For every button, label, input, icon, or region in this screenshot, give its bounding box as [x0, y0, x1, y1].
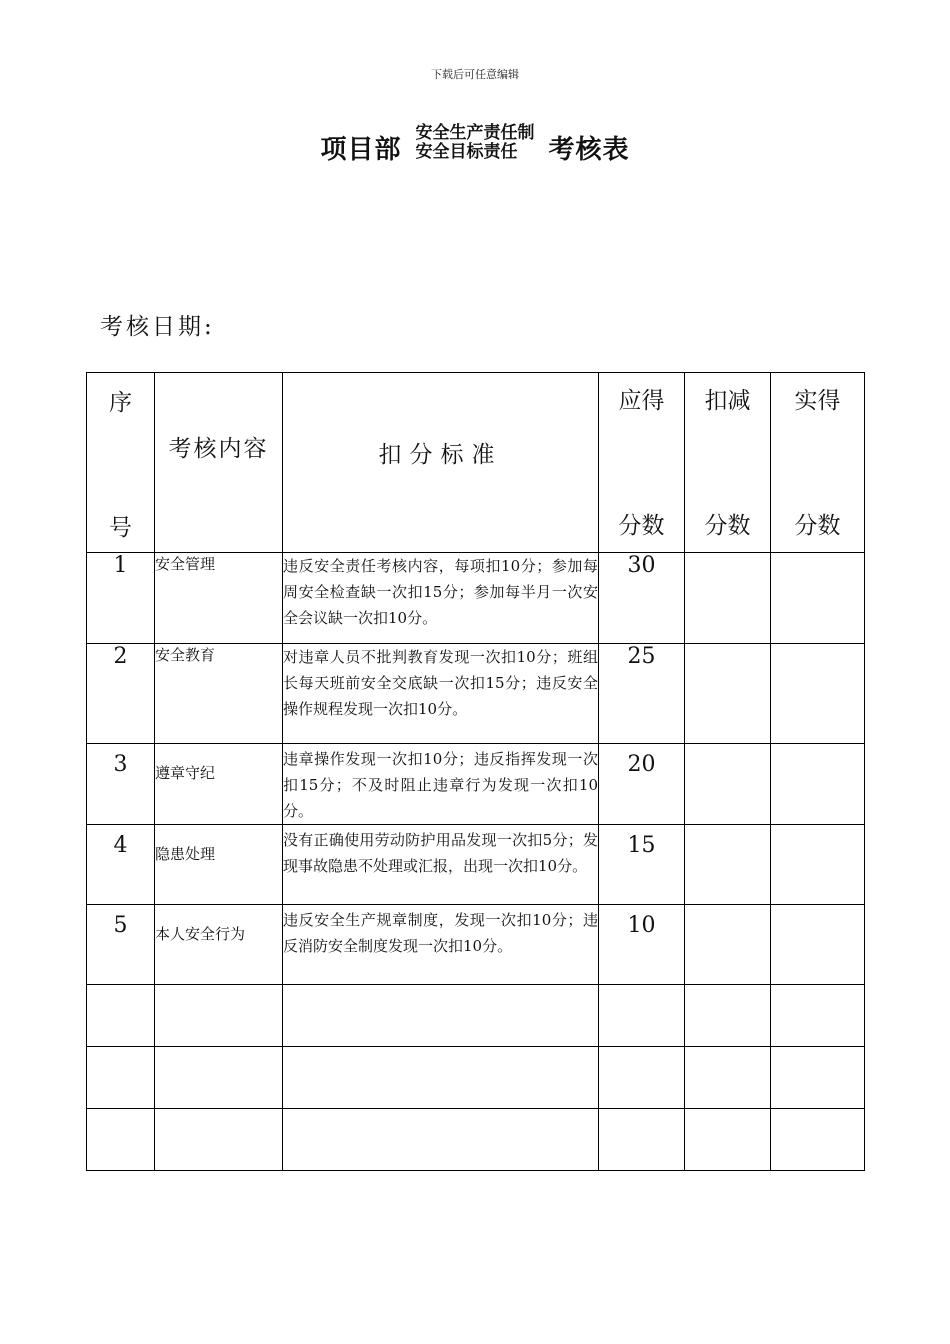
header-seq — [87, 373, 155, 553]
row-item: 安全管理 — [155, 553, 283, 644]
row-item: 隐患处理 — [155, 825, 283, 905]
row-deduct-cell[interactable] — [685, 1047, 771, 1109]
row-criteria — [283, 1047, 599, 1109]
row-due-score — [599, 1109, 685, 1171]
row-deduct-cell[interactable] — [685, 553, 771, 644]
row-deduct-cell[interactable] — [685, 985, 771, 1047]
row-actual-cell[interactable] — [771, 1047, 865, 1109]
table-row — [87, 553, 865, 644]
page-title — [0, 123, 950, 166]
header-seq-top: 序 — [109, 390, 132, 416]
row-number — [87, 1047, 155, 1109]
row-actual-cell[interactable] — [771, 905, 865, 985]
row-actual-cell[interactable] — [771, 825, 865, 905]
row-deduct-cell[interactable] — [685, 825, 771, 905]
row-deduct-cell[interactable] — [685, 744, 771, 825]
header-actual-top: 实得 — [794, 388, 841, 414]
row-actual-cell[interactable] — [771, 985, 865, 1047]
row-number — [87, 985, 155, 1047]
header-due-top: 应得 — [618, 388, 665, 414]
row-criteria: 没有正确使用劳动防护用品发现一次扣5分；发现事故隐患不处理或汇报，出现一次扣10分。 — [283, 825, 599, 905]
header-criteria-label: 扣分标准 — [378, 442, 503, 468]
row-due-score — [599, 985, 685, 1047]
row-actual-cell[interactable] — [771, 1109, 865, 1171]
row-number: 2 — [87, 644, 155, 744]
table-row — [87, 825, 865, 905]
table-row — [87, 985, 865, 1047]
header-due-bottom: 分数 — [618, 513, 665, 539]
row-due-score — [599, 1047, 685, 1109]
header-actual-score — [771, 373, 865, 553]
row-criteria: 违反安全生产规章制度，发现一次扣10分；违反消防安全制度发现一次扣10分。 — [283, 905, 599, 985]
row-deduct-cell[interactable] — [685, 644, 771, 744]
table-header-row — [87, 373, 865, 553]
row-due-score: 15 — [599, 825, 685, 905]
row-deduct-cell[interactable] — [685, 905, 771, 985]
row-item — [155, 1047, 283, 1109]
row-due-score: 25 — [599, 644, 685, 744]
row-number: 4 — [87, 825, 155, 905]
table-row — [87, 744, 865, 825]
row-criteria: 违反安全责任考核内容，每项扣10分；参加每周安全检查缺一次扣15分；参加每半月一次安全会议缺一次扣10分。 — [283, 553, 599, 644]
row-actual-cell[interactable] — [771, 644, 865, 744]
title-left: 项目部 — [320, 134, 402, 165]
title-middle-top: 安全生产责任制 — [415, 123, 535, 143]
header-note: 下载后可任意编辑 — [431, 68, 519, 81]
header-seq-bottom: 号 — [109, 515, 132, 541]
row-criteria — [283, 1109, 599, 1171]
row-number — [87, 1109, 155, 1171]
row-due-score: 20 — [599, 744, 685, 825]
header-deduct-score — [685, 373, 771, 553]
header-actual-bottom: 分数 — [794, 513, 841, 539]
title-middle-stack — [416, 124, 535, 162]
title-middle-bottom: 安全目标责任 — [415, 142, 518, 162]
header-deduct-bottom: 分数 — [704, 513, 751, 539]
header-content — [155, 373, 283, 553]
title-right: 考核表 — [548, 134, 630, 165]
row-criteria — [283, 985, 599, 1047]
header-due-score — [599, 373, 685, 553]
row-deduct-cell[interactable] — [685, 1109, 771, 1171]
row-due-score: 10 — [599, 905, 685, 985]
row-item: 遵章守纪 — [155, 744, 283, 825]
table-row — [87, 644, 865, 744]
row-number: 3 — [87, 744, 155, 825]
table-row — [87, 905, 865, 985]
table-row — [87, 1047, 865, 1109]
row-number: 5 — [87, 905, 155, 985]
header-criteria — [283, 373, 599, 553]
header-content-label: 考核内容 — [168, 436, 269, 462]
row-number: 1 — [87, 553, 155, 644]
assessment-date-label: 考核日期: — [100, 314, 215, 340]
row-item: 安全教育 — [155, 644, 283, 744]
row-due-score: 30 — [599, 553, 685, 644]
row-criteria: 违章操作发现一次扣10分；违反指挥发现一次扣15分；不及时阻止违章行为发现一次扣10分。 — [283, 744, 599, 825]
row-item — [155, 1109, 283, 1171]
table-row — [87, 1109, 865, 1171]
row-actual-cell[interactable] — [771, 553, 865, 644]
row-actual-cell[interactable] — [771, 744, 865, 825]
row-item: 本人安全行为 — [155, 905, 283, 985]
row-criteria: 对违章人员不批判教育发现一次扣10分；班组长每天班前安全交底缺一次扣15分；违反安全操作规程发现一次扣10分。 — [283, 644, 599, 744]
assessment-table — [86, 372, 865, 1171]
row-item — [155, 985, 283, 1047]
header-deduct-top: 扣减 — [704, 388, 751, 414]
